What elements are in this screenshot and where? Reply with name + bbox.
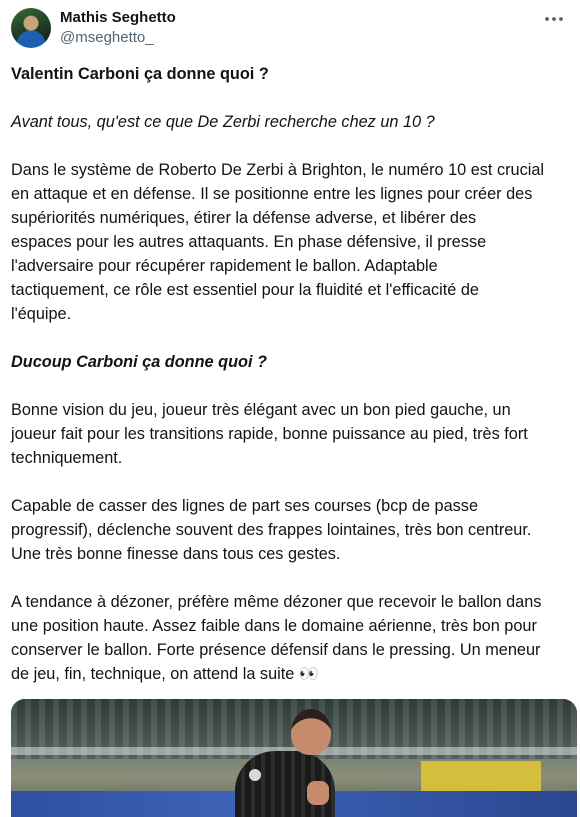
tweet-header — [11, 6, 571, 48]
more-horizontal-icon — [544, 16, 564, 22]
tweet-paragraph-3: Capable de casser des lignes de part ses courses (bcp de passe progressif), déclenche souvent des frappes lointaines, très bon centreur. Une très bonne finesse dans tous ces gestes. — [11, 497, 532, 563]
photo-player-head — [291, 709, 331, 755]
photo-player-fist — [307, 781, 329, 805]
tweet-body — [11, 62, 571, 686]
tweet-paragraph-1: Dans le système de Roberto De Zerbi à Brighton, le numéro 10 est crucial en attaque et en défense. Il se positionne entre les lignes pour créer des supériorités numériques, étirer la défense adverse, et libérer des espaces pour les autres attaquants. En phase défensive, il presse l'adversaire pour récupérer rapidement le ballon. Adaptable tactiquement, ce rôle est essentiel pour la fluidité et l'efficacité de l'équipe. — [11, 161, 545, 323]
tweet-paragraph-2: Bonne vision du jeu, joueur très élégant avec un bon pied gauche, un joueur fait pour les transitions rapide, bonne puissance au pied, très fort techniquement. — [11, 401, 528, 467]
tweet-subheading: Ducoup Carboni ça donne quoi ? — [11, 353, 267, 371]
avatar[interactable] — [11, 8, 51, 48]
more-button[interactable] — [541, 8, 567, 30]
tweet-paragraph-4: A tendance à dézoner, préfère même dézoner que recevoir le ballon dans une position haute. Assez faible dans le domaine aérienne, très bon pour conserver le ballon. Forte présence défensif dans le pressing. Un meneur de jeu, fin, technique, on attend la suite 👀 — [11, 593, 542, 683]
author-handle[interactable]: @mseghetto_ — [60, 29, 154, 46]
tweet-media-photo[interactable] — [11, 699, 577, 817]
photo-shirt-badge — [249, 769, 261, 781]
author-name[interactable]: Mathis Seghetto — [60, 9, 176, 26]
tweet-heading: Valentin Carboni ça donne quoi ? — [11, 65, 269, 83]
tweet-question: Avant tous, qu'est ce que De Zerbi recherche chez un 10 ? — [11, 113, 435, 131]
